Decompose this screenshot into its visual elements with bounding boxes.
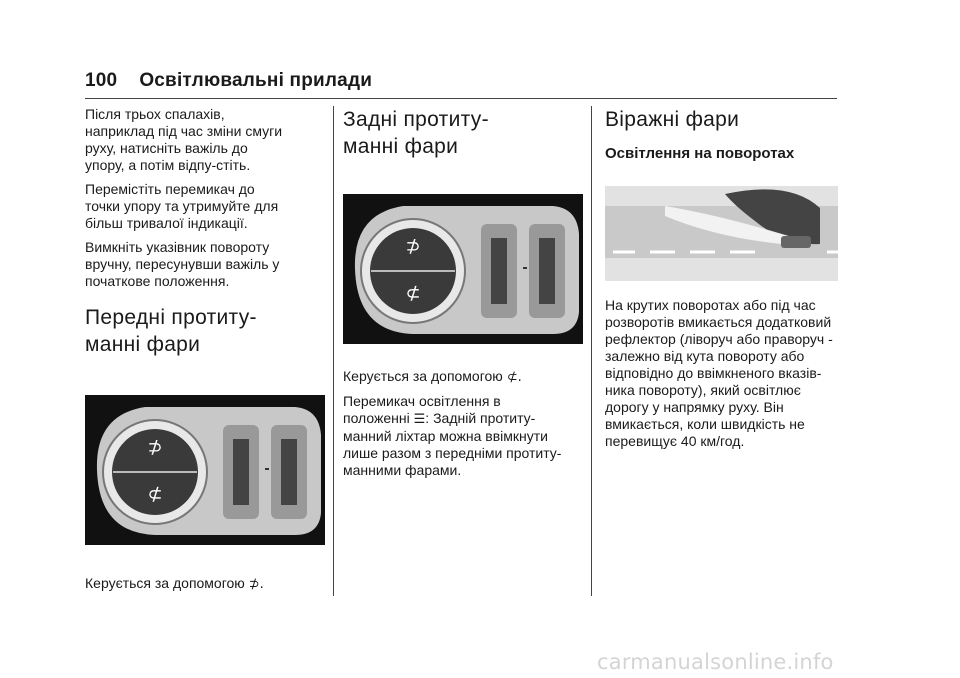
page-header xyxy=(85,70,372,92)
cornering-light-icon xyxy=(605,186,838,281)
rear-fog-symbol: ⊄. xyxy=(506,370,522,385)
light-switch-icon xyxy=(85,395,325,545)
rear-fog-icon: ⊄ xyxy=(147,484,163,504)
caption-text: Керується за допомогою xyxy=(343,368,507,384)
section-heading-rear-fog xyxy=(343,106,583,160)
light-switch-icon xyxy=(343,194,583,344)
caption-rear-fog xyxy=(343,368,583,386)
subheading: Освітлення на поворотах xyxy=(605,145,795,162)
paragraph: Вимкніть указівник повороту вручну, пересунувши важіль у початкове положення. xyxy=(85,239,280,289)
headlight-symbol: ☰ xyxy=(413,412,426,427)
column-1 xyxy=(85,106,325,600)
caption-front-fog xyxy=(85,575,325,593)
paragraph xyxy=(343,393,575,479)
section-heading-cornering: Віражні фари xyxy=(605,108,740,131)
column-divider-1 xyxy=(333,106,334,596)
heading-line: Передні протиту- xyxy=(85,306,257,329)
page-number: 100 xyxy=(85,70,118,91)
paragraph: На крутих поворотах або під час розворотів вмикається додатковий рефлектор (ліворуч або праворуч - залежно від кута повороту або відповідно до ввімкненого вказів-ника повороту), який освітлює дорогу у напрямку руху. Він вмикається, коли швидкість не перевищує 40 км/год. xyxy=(605,297,833,449)
text-line: положенні xyxy=(343,410,414,426)
heading-line: манні фари xyxy=(343,135,459,158)
header-rule xyxy=(85,98,837,99)
front-fog-symbol: ⊅. xyxy=(248,577,264,592)
rear-fog-icon: ⊄ xyxy=(405,283,421,303)
paragraph: Після трьох спалахів, наприклад під час зміни смуги руху, натисніть важіль до упору, а потім відпу-стіть. xyxy=(85,106,283,173)
watermark: carmanualsonline.info xyxy=(597,650,834,674)
heading-line: Задні протиту- xyxy=(343,108,489,131)
cornering-light-image xyxy=(605,186,840,281)
column-3 xyxy=(605,106,840,457)
paragraph: Перемістіть перемикач до точки упору та утримуйте для більш тривалої індикації. xyxy=(85,181,279,231)
heading-line: манні фари xyxy=(85,333,201,356)
rear-fog-switch-image xyxy=(343,194,583,344)
column-divider-2 xyxy=(591,106,592,596)
front-fog-icon: ⊅ xyxy=(405,236,421,256)
text-line: манний ліхтар можна ввімкнути лише разом з передніми протиту-манними фарами. xyxy=(343,428,562,478)
front-fog-switch-image xyxy=(85,395,325,545)
section-heading-front-fog xyxy=(85,304,325,358)
text-line: Перемикач освітлення в xyxy=(343,393,501,409)
column-2 xyxy=(343,106,583,486)
front-fog-icon: ⊅ xyxy=(147,437,163,457)
car-icon xyxy=(781,236,811,248)
text-line: : Задній протиту- xyxy=(425,410,536,426)
section-title: Освітлювальні прилади xyxy=(139,70,373,91)
caption-text: Керується за допомогою xyxy=(85,575,249,591)
